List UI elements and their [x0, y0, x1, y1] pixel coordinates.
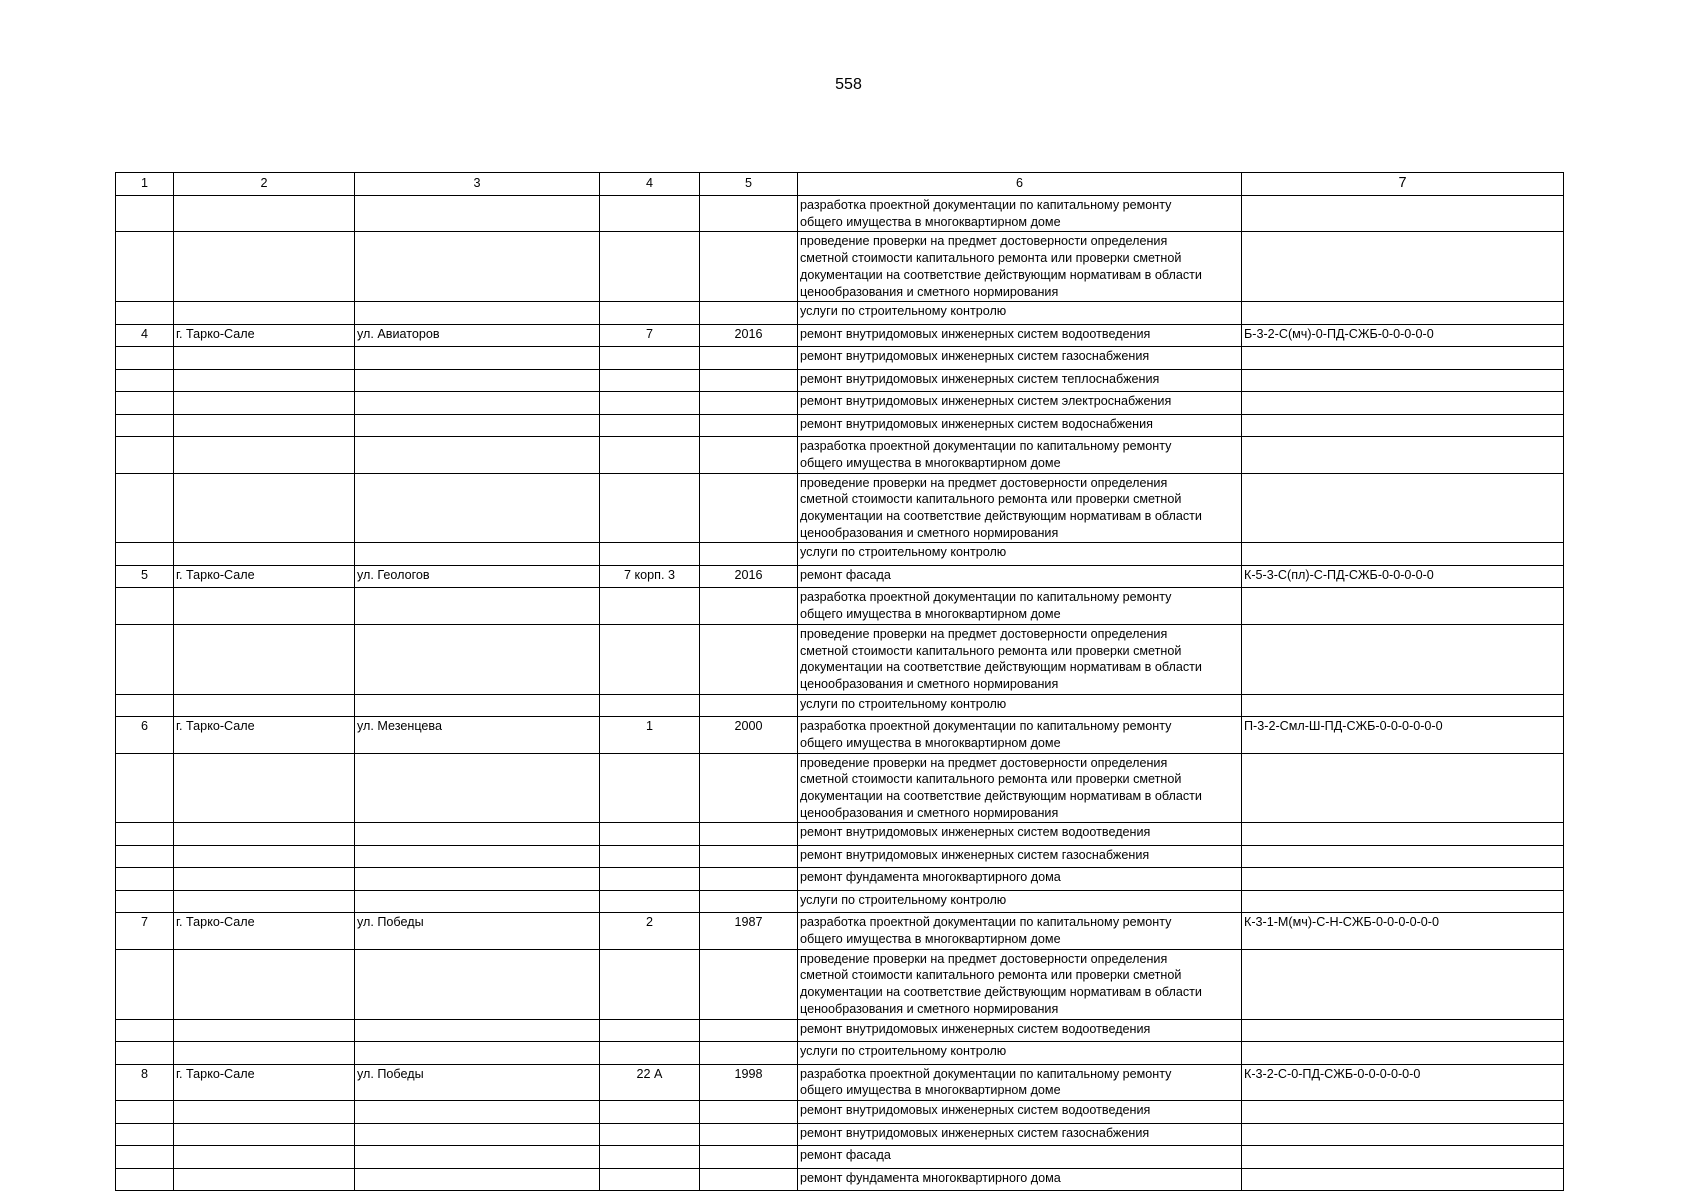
cell-street: ул. Мезенцева — [355, 717, 600, 753]
cell-house-number — [600, 1019, 700, 1042]
cell-building-code — [1242, 196, 1564, 232]
cell-building-code — [1242, 823, 1564, 846]
table-row — [116, 565, 1564, 588]
cell-row-number — [116, 1123, 174, 1146]
cell-work-type: проведение проверки на предмет достоверности определения сметной стоимости капитального ремонта или проверки сметной документации на соответствие действующим нормативам в области ценообразования и сметного нормирования — [798, 753, 1242, 823]
cell-building-code — [1242, 868, 1564, 891]
cell-row-number — [116, 437, 174, 473]
cell-year — [700, 392, 798, 415]
cell-work-type: услуги по строительному контролю — [798, 890, 1242, 913]
header-col-2: 2 — [174, 173, 355, 196]
cell-house-number — [600, 868, 700, 891]
cell-row-number — [116, 868, 174, 891]
cell-street — [355, 347, 600, 370]
cell-city: г. Тарко-Сале — [174, 565, 355, 588]
cell-house-number — [600, 347, 700, 370]
cell-row-number — [116, 949, 174, 1019]
cell-house-number — [600, 1042, 700, 1065]
cell-city: г. Тарко-Сале — [174, 717, 355, 753]
cell-work-type: проведение проверки на предмет достоверности определения сметной стоимости капитального ремонта или проверки сметной документации на соответствие действующим нормативам в области ценообразования и сметного нормирования — [798, 473, 1242, 543]
cell-row-number — [116, 1019, 174, 1042]
cell-year — [700, 1019, 798, 1042]
cell-street — [355, 1123, 600, 1146]
cell-house-number — [600, 1101, 700, 1124]
cell-building-code — [1242, 302, 1564, 325]
cell-year — [700, 588, 798, 624]
cell-year — [700, 949, 798, 1019]
cell-house-number — [600, 543, 700, 566]
cell-city — [174, 232, 355, 302]
cell-work-type: услуги по строительному контролю — [798, 543, 1242, 566]
cell-building-code: П-3-2-Смл-Ш-ПД-СЖБ-0-0-0-0-0-0 — [1242, 717, 1564, 753]
table-row — [116, 1042, 1564, 1065]
cell-work-type: разработка проектной документации по капитальному ремонту общего имущества в многоквартирном доме — [798, 913, 1242, 949]
header-col-6: 6 — [798, 173, 1242, 196]
cell-house-number — [600, 1146, 700, 1169]
cell-row-number — [116, 473, 174, 543]
cell-street — [355, 473, 600, 543]
cell-building-code: Б-3-2-С(мч)-0-ПД-СЖБ-0-0-0-0-0 — [1242, 324, 1564, 347]
table-row — [116, 1168, 1564, 1191]
table-row — [116, 302, 1564, 325]
cell-row-number — [116, 1101, 174, 1124]
cell-city — [174, 196, 355, 232]
cell-house-number — [600, 890, 700, 913]
cell-work-type: ремонт фундамента многоквартирного дома — [798, 1168, 1242, 1191]
cell-work-type: ремонт фундамента многоквартирного дома — [798, 868, 1242, 891]
cell-street — [355, 392, 600, 415]
table-row — [116, 1101, 1564, 1124]
cell-row-number — [116, 1042, 174, 1065]
cell-row-number — [116, 369, 174, 392]
cell-house-number — [600, 949, 700, 1019]
cell-city — [174, 347, 355, 370]
cell-street — [355, 694, 600, 717]
table-row — [116, 414, 1564, 437]
cell-house-number — [600, 392, 700, 415]
cell-house-number: 1 — [600, 717, 700, 753]
cell-house-number — [600, 588, 700, 624]
cell-year: 2016 — [700, 565, 798, 588]
cell-work-type: ремонт внутридомовых инженерных систем газоснабжения — [798, 845, 1242, 868]
page-number: 558 — [835, 76, 862, 93]
cell-house-number: 22 А — [600, 1064, 700, 1100]
table-row — [116, 347, 1564, 370]
cell-street: ул. Победы — [355, 913, 600, 949]
cell-street — [355, 949, 600, 1019]
table-row — [116, 437, 1564, 473]
table-row — [116, 913, 1564, 949]
cell-city — [174, 823, 355, 846]
cell-building-code — [1242, 543, 1564, 566]
cell-city — [174, 392, 355, 415]
cell-work-type: ремонт внутридомовых инженерных систем электроснабжения — [798, 392, 1242, 415]
table-row — [116, 392, 1564, 415]
header-col-1: 1 — [116, 173, 174, 196]
cell-city — [174, 949, 355, 1019]
cell-year — [700, 868, 798, 891]
cell-year — [700, 369, 798, 392]
cell-street — [355, 543, 600, 566]
cell-work-type: проведение проверки на предмет достоверности определения сметной стоимости капитального ремонта или проверки сметной документации на соответствие действующим нормативам в области ценообразования и сметного нормирования — [798, 624, 1242, 694]
cell-city: г. Тарко-Сале — [174, 913, 355, 949]
cell-city — [174, 1042, 355, 1065]
cell-street: ул. Авиаторов — [355, 324, 600, 347]
cell-street — [355, 414, 600, 437]
cell-city — [174, 753, 355, 823]
cell-street — [355, 890, 600, 913]
table-row — [116, 717, 1564, 753]
cell-row-number — [116, 302, 174, 325]
cell-house-number: 2 — [600, 913, 700, 949]
cell-building-code — [1242, 473, 1564, 543]
cell-city: г. Тарко-Сале — [174, 324, 355, 347]
cell-year — [700, 1101, 798, 1124]
header-col-7: 7 — [1242, 173, 1564, 196]
cell-work-type: ремонт фасада — [798, 1146, 1242, 1169]
cell-work-type: ремонт внутридомовых инженерных систем теплоснабжения — [798, 369, 1242, 392]
table-row — [116, 845, 1564, 868]
table-row — [116, 949, 1564, 1019]
cell-city — [174, 588, 355, 624]
cell-year — [700, 347, 798, 370]
cell-row-number: 4 — [116, 324, 174, 347]
cell-house-number — [600, 414, 700, 437]
cell-building-code — [1242, 890, 1564, 913]
cell-house-number — [600, 232, 700, 302]
cell-street — [355, 1146, 600, 1169]
cell-year — [700, 196, 798, 232]
cell-row-number — [116, 753, 174, 823]
cell-year — [700, 753, 798, 823]
cell-building-code — [1242, 1042, 1564, 1065]
cell-city — [174, 845, 355, 868]
cell-row-number — [116, 543, 174, 566]
cell-city — [174, 302, 355, 325]
cell-year — [700, 624, 798, 694]
cell-city — [174, 694, 355, 717]
cell-row-number — [116, 196, 174, 232]
cell-row-number: 7 — [116, 913, 174, 949]
table-row — [116, 753, 1564, 823]
cell-building-code — [1242, 232, 1564, 302]
cell-row-number — [116, 1146, 174, 1169]
cell-house-number — [600, 1168, 700, 1191]
capital-repair-table — [115, 172, 1564, 1191]
cell-year — [700, 890, 798, 913]
cell-building-code — [1242, 347, 1564, 370]
cell-city — [174, 868, 355, 891]
table-row — [116, 823, 1564, 846]
cell-street — [355, 302, 600, 325]
table-row — [116, 588, 1564, 624]
cell-year — [700, 845, 798, 868]
cell-work-type: услуги по строительному контролю — [798, 302, 1242, 325]
cell-row-number — [116, 588, 174, 624]
table-row — [116, 196, 1564, 232]
cell-year — [700, 694, 798, 717]
cell-city — [174, 543, 355, 566]
cell-work-type: разработка проектной документации по капитальному ремонту общего имущества в многоквартирном доме — [798, 717, 1242, 753]
cell-work-type: ремонт внутридомовых инженерных систем водоснабжения — [798, 414, 1242, 437]
table-row — [116, 543, 1564, 566]
cell-year — [700, 1123, 798, 1146]
cell-city — [174, 1101, 355, 1124]
cell-year: 2000 — [700, 717, 798, 753]
cell-street — [355, 753, 600, 823]
cell-house-number — [600, 473, 700, 543]
table-row — [116, 1019, 1564, 1042]
cell-house-number: 7 корп. 3 — [600, 565, 700, 588]
cell-work-type: ремонт внутридомовых инженерных систем водоотведения — [798, 1101, 1242, 1124]
table-header — [116, 173, 1564, 196]
cell-house-number — [600, 196, 700, 232]
cell-house-number — [600, 624, 700, 694]
cell-house-number — [600, 753, 700, 823]
cell-street — [355, 1168, 600, 1191]
cell-building-code — [1242, 1019, 1564, 1042]
cell-row-number: 6 — [116, 717, 174, 753]
cell-work-type: ремонт фасада — [798, 565, 1242, 588]
table-row — [116, 232, 1564, 302]
cell-street — [355, 437, 600, 473]
table-row — [116, 624, 1564, 694]
cell-row-number — [116, 823, 174, 846]
cell-street — [355, 624, 600, 694]
cell-city — [174, 624, 355, 694]
cell-building-code — [1242, 1123, 1564, 1146]
cell-building-code — [1242, 414, 1564, 437]
cell-year — [700, 1146, 798, 1169]
cell-year — [700, 232, 798, 302]
cell-year — [700, 543, 798, 566]
cell-row-number — [116, 392, 174, 415]
cell-street — [355, 369, 600, 392]
cell-street: ул. Победы — [355, 1064, 600, 1100]
cell-row-number — [116, 414, 174, 437]
cell-building-code: К-3-1-М(мч)-С-Н-СЖБ-0-0-0-0-0-0 — [1242, 913, 1564, 949]
cell-street — [355, 868, 600, 891]
cell-street — [355, 196, 600, 232]
cell-work-type: проведение проверки на предмет достоверности определения сметной стоимости капитального ремонта или проверки сметной документации на соответствие действующим нормативам в области ценообразования и сметного нормирования — [798, 949, 1242, 1019]
cell-work-type: проведение проверки на предмет достоверности определения сметной стоимости капитального ремонта или проверки сметной документации на соответствие действующим нормативам в области ценообразования и сметного нормирования — [798, 232, 1242, 302]
cell-city — [174, 437, 355, 473]
cell-house-number — [600, 1123, 700, 1146]
cell-work-type: разработка проектной документации по капитальному ремонту общего имущества в многоквартирном доме — [798, 196, 1242, 232]
cell-building-code — [1242, 392, 1564, 415]
cell-building-code — [1242, 369, 1564, 392]
cell-building-code: К-3-2-С-0-ПД-СЖБ-0-0-0-0-0-0 — [1242, 1064, 1564, 1100]
cell-city — [174, 1123, 355, 1146]
cell-work-type: ремонт внутридомовых инженерных систем водоотведения — [798, 823, 1242, 846]
cell-city — [174, 1146, 355, 1169]
cell-city — [174, 890, 355, 913]
table-row — [116, 324, 1564, 347]
cell-year — [700, 437, 798, 473]
cell-city — [174, 369, 355, 392]
cell-building-code — [1242, 753, 1564, 823]
cell-work-type: ремонт внутридомовых инженерных систем газоснабжения — [798, 347, 1242, 370]
cell-work-type: услуги по строительному контролю — [798, 1042, 1242, 1065]
cell-street — [355, 845, 600, 868]
cell-city — [174, 414, 355, 437]
cell-work-type: ремонт внутридомовых инженерных систем водоотведения — [798, 324, 1242, 347]
cell-building-code — [1242, 845, 1564, 868]
cell-building-code — [1242, 1146, 1564, 1169]
cell-street — [355, 1101, 600, 1124]
cell-city — [174, 1019, 355, 1042]
cell-year — [700, 1168, 798, 1191]
cell-building-code — [1242, 1101, 1564, 1124]
cell-house-number — [600, 369, 700, 392]
cell-street — [355, 823, 600, 846]
cell-building-code — [1242, 437, 1564, 473]
cell-work-type: ремонт внутридомовых инженерных систем водоотведения — [798, 1019, 1242, 1042]
header-col-5: 5 — [700, 173, 798, 196]
cell-building-code — [1242, 588, 1564, 624]
cell-house-number — [600, 845, 700, 868]
cell-year — [700, 823, 798, 846]
cell-year — [700, 414, 798, 437]
table-row — [116, 1123, 1564, 1146]
cell-house-number — [600, 437, 700, 473]
cell-city — [174, 473, 355, 543]
cell-building-code — [1242, 1168, 1564, 1191]
cell-year — [700, 1042, 798, 1065]
cell-row-number — [116, 232, 174, 302]
cell-house-number — [600, 823, 700, 846]
cell-year — [700, 302, 798, 325]
cell-house-number: 7 — [600, 324, 700, 347]
table-row — [116, 1064, 1564, 1100]
cell-work-type: ремонт внутридомовых инженерных систем газоснабжения — [798, 1123, 1242, 1146]
cell-street: ул. Геологов — [355, 565, 600, 588]
cell-city: г. Тарко-Сале — [174, 1064, 355, 1100]
cell-row-number: 8 — [116, 1064, 174, 1100]
table-row — [116, 1146, 1564, 1169]
table-row — [116, 890, 1564, 913]
cell-year: 1998 — [700, 1064, 798, 1100]
cell-row-number — [116, 890, 174, 913]
cell-city — [174, 1168, 355, 1191]
cell-row-number — [116, 845, 174, 868]
cell-street — [355, 1019, 600, 1042]
table-row — [116, 369, 1564, 392]
cell-work-type: услуги по строительному контролю — [798, 694, 1242, 717]
cell-work-type: разработка проектной документации по капитальному ремонту общего имущества в многоквартирном доме — [798, 588, 1242, 624]
header-col-4: 4 — [600, 173, 700, 196]
cell-street — [355, 232, 600, 302]
cell-row-number: 5 — [116, 565, 174, 588]
table-body — [116, 196, 1564, 1191]
table-row — [116, 694, 1564, 717]
cell-year — [700, 473, 798, 543]
cell-row-number — [116, 347, 174, 370]
cell-building-code — [1242, 949, 1564, 1019]
cell-building-code — [1242, 694, 1564, 717]
header-row — [116, 173, 1564, 196]
table-row — [116, 473, 1564, 543]
cell-street — [355, 1042, 600, 1065]
cell-row-number — [116, 694, 174, 717]
cell-row-number — [116, 1168, 174, 1191]
cell-year: 1987 — [700, 913, 798, 949]
cell-building-code — [1242, 624, 1564, 694]
cell-building-code: К-5-3-С(пл)-С-ПД-СЖБ-0-0-0-0-0 — [1242, 565, 1564, 588]
cell-year: 2016 — [700, 324, 798, 347]
cell-street — [355, 588, 600, 624]
cell-house-number — [600, 302, 700, 325]
cell-house-number — [600, 694, 700, 717]
cell-work-type: разработка проектной документации по капитальному ремонту общего имущества в многоквартирном доме — [798, 1064, 1242, 1100]
header-col-3: 3 — [355, 173, 600, 196]
cell-work-type: разработка проектной документации по капитальному ремонту общего имущества в многоквартирном доме — [798, 437, 1242, 473]
table-row — [116, 868, 1564, 891]
cell-row-number — [116, 624, 174, 694]
